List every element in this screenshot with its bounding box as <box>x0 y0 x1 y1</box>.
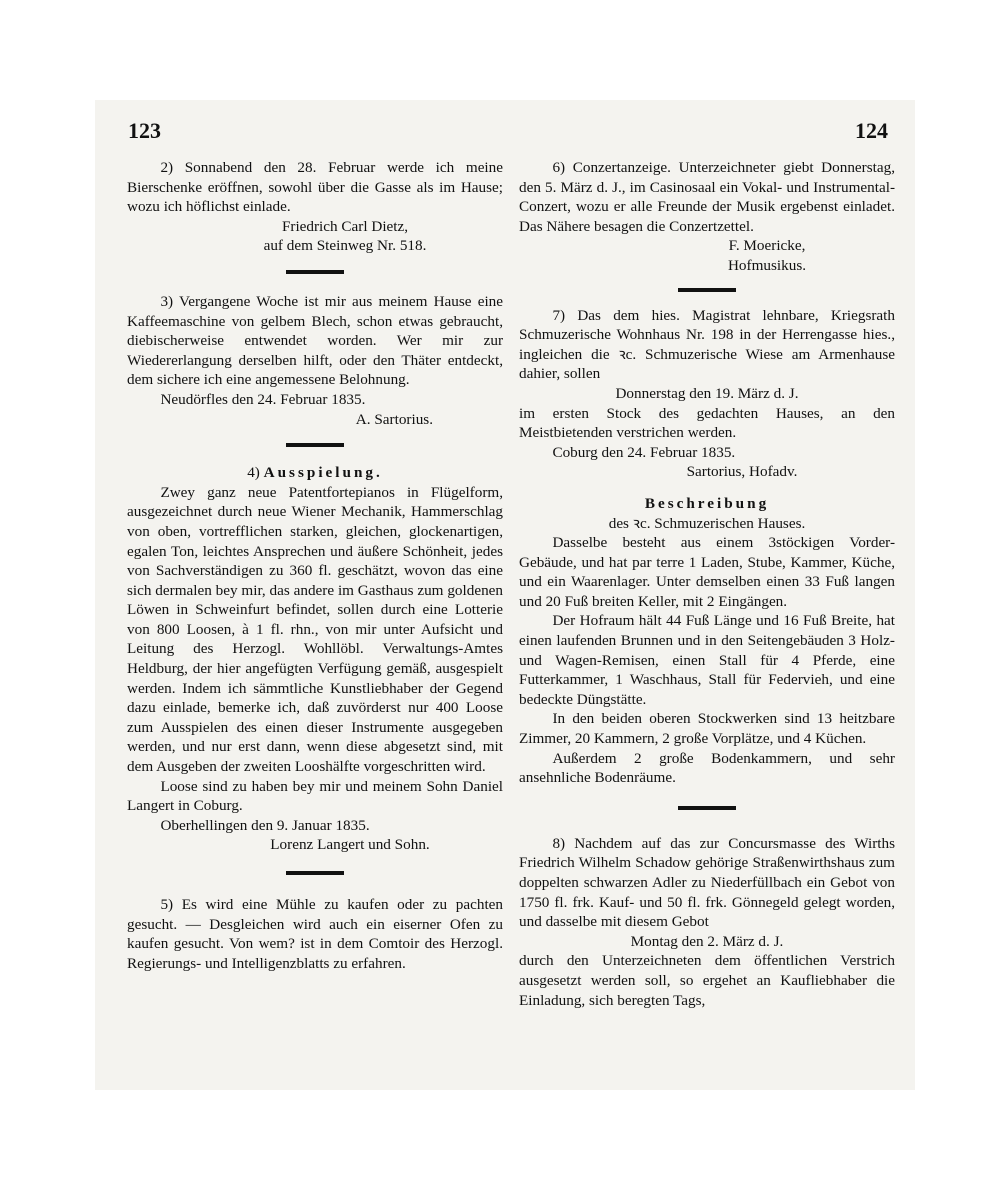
separator <box>127 270 503 274</box>
description-heading: Beschreibung <box>644 494 770 512</box>
notice-3-signature: A. Sartorius. <box>355 410 433 428</box>
notice-4-number: 4) <box>247 464 260 482</box>
description-para-3: In den beiden oberen Stockwerken sind 13 heitzbare Zimmer, 20 Kammern, 2 große Vorplätze, und 4 Küchen. <box>519 710 895 748</box>
notice-4-place-date: Oberhellingen den 9. Januar 1835. <box>160 816 370 834</box>
notice-4-text: Zwey ganz neue Patentfortepianos in Flügelform, ausgezeichnet durch neue Wiener Mechanik, Hammerschlag von oben, vortrefflichen starken, gleichen, glockenartigen, egalen Ton, leichtes Ansprechen und äußere Schönheit, jedes von Sachverständigen zu 360 fl. geschätzt, wovon das eine sich dermalen bey mir, das andere im Gasthaus zum goldenen Löwen in Schweinfurt befindet, sollen durch eine Lotterie von 800 Loosen, à 1 fl. rhn., von mir unter Aufsicht und Leitung des Herzogl. Wohllöbl. Verwaltungs-Amtes Heldburg, der hier angefügten Verfügung gemäß, ausgespielt werden. Indem ich sämmtliche Kunstliebhaber der Gegend dazu einlade, bemerke ich, daß zuvörderst nur 400 Loose zum Ausspielen des einen dieser Instrumente ausgegeben werden, und nur erst dann, wenn diese abgesetzt sind, mit dem Ausgeben der zweiten Looshälfte vorgeschritten wird. <box>127 483 503 776</box>
description-para-4: Außerdem 2 große Bodenkammern, und sehr ansehnliche Bodenräume. <box>519 749 895 787</box>
notice-7-place-date: Coburg den 24. Februar 1835. <box>552 443 736 461</box>
notice-8-date: Montag den 2. März d. J. <box>630 932 784 950</box>
notice-6-signature: F. Moericke, <box>728 237 806 255</box>
notice-4-title: Ausspielung. <box>263 464 383 482</box>
page-number-left: 123 <box>128 118 161 143</box>
description-subheading: des ꝛc. Schmuzerischen Hauses. <box>608 514 806 532</box>
notice-8-text-2: durch den Unterzeichneten dem öffentlichen Verstrich ausgesetzt werden soll, so ergehet an Kaufliebhaber die Einladung, sich beregten Tags, <box>519 952 895 1009</box>
notice-7-text-2: im ersten Stock des gedachten Hauses, an den Meistbietenden verstrichen werden. <box>519 404 895 442</box>
notice-8-text: 8) Nachdem auf das zur Concursmasse des Wirths Friedrich Wilhelm Schadow gehörige Straßenwirthshaus zum doppelten schwarzen Adler zu Niederfüllbach ein Gebot von 1750 fl. frk. Kauf- und 50 fl. frk. Gönnegeld gelegt worden, und dasselbe mit diesem Gebot <box>519 834 895 931</box>
notice-6-text: 6) Conzertanzeige. Unterzeichneter giebt Donnerstag, den 5. März d. J., im Casinosaal ein Vokal- und Instrumental-Conzert, wozu er alle Freunde der Musik ergebenst einladet. Das Nähere besagen die Conzertzettel. <box>519 159 895 235</box>
right-column <box>519 158 895 1010</box>
notice-7-text: 7) Das dem hies. Magistrat lehnbare, Kriegsrath Schmuzerische Wohnhaus Nr. 198 in der Herrengasse hies., ingleichen die ꝛc. Schmuzerische Wiese am Armenhause dahier, sollen <box>519 306 895 383</box>
separator <box>519 806 895 810</box>
notice-2-signature: Friedrich Carl Dietz, <box>281 217 409 235</box>
notice-7-date: Donnerstag den 19. März d. J. <box>615 384 799 402</box>
notice-3-text: 3) Vergangene Woche ist mir aus meinem Hause eine Kaffeemaschine von gelbem Blech, schon etwas gebraucht, diebischerweise entwendet worden. Wer mir zur Wiedererlangung derselben hilft, oder den Thäter entdeckt, dem sichere ich eine angemessene Belohnung. <box>127 292 503 389</box>
description-para-1: Dasselbe besteht aus einem 3stöckigen Vorder-Gebäude, und hat par terre 1 Laden, Stube, Kammer, Küche, und ein Waarenlager. Unter demselben einen 33 Fuß langen und 20 Fuß breiten Keller, mit 2 Eingängen. <box>519 534 895 610</box>
notice-4-text-2: Loose sind zu haben bey mir und meinem Sohn Daniel Langert in Coburg. <box>127 777 503 815</box>
separator <box>519 288 895 292</box>
separator <box>127 443 503 447</box>
notice-4-heading <box>127 463 503 483</box>
notice-7-signature: Sartorius, Hofadv. <box>686 463 798 481</box>
page-number-right: 124 <box>855 118 888 143</box>
notice-6-title: Hofmusikus. <box>727 256 807 274</box>
separator <box>127 871 503 875</box>
description-para-2: Der Hofraum hält 44 Fuß Länge und 16 Fuß Breite, hat einen laufenden Brunnen und in den Seitengebäuden 3 Holz- und Wagen-Remisen, einen Stall für 4 Pferde, eine Futterkammer, 1 Waschhaus, Stall für Federvieh, und eine bedeckte Düngstätte. <box>519 612 895 708</box>
notice-3-place-date: Neudörfles den 24. Februar 1835. <box>160 390 366 408</box>
left-column <box>127 158 503 973</box>
notice-5-text: 5) Es wird eine Mühle zu kaufen oder zu pachten gesucht. — Desgleichen wird auch ein eiserner Ofen zu kaufen gesucht. Von wem? ist in dem Comtoir des Herzogl. Regierungs- und Intelligenzblatts zu erfahren. <box>127 896 503 972</box>
notice-2-address: auf dem Steinweg Nr. 518. <box>263 237 427 255</box>
notice-2-text: 2) Sonnabend den 28. Februar werde ich meine Bierschenke eröffnen, sowohl über die Gasse als im Hause; wozu ich höflichst einlade. <box>127 159 503 216</box>
notice-4-signature: Lorenz Langert und Sohn. <box>270 836 430 854</box>
